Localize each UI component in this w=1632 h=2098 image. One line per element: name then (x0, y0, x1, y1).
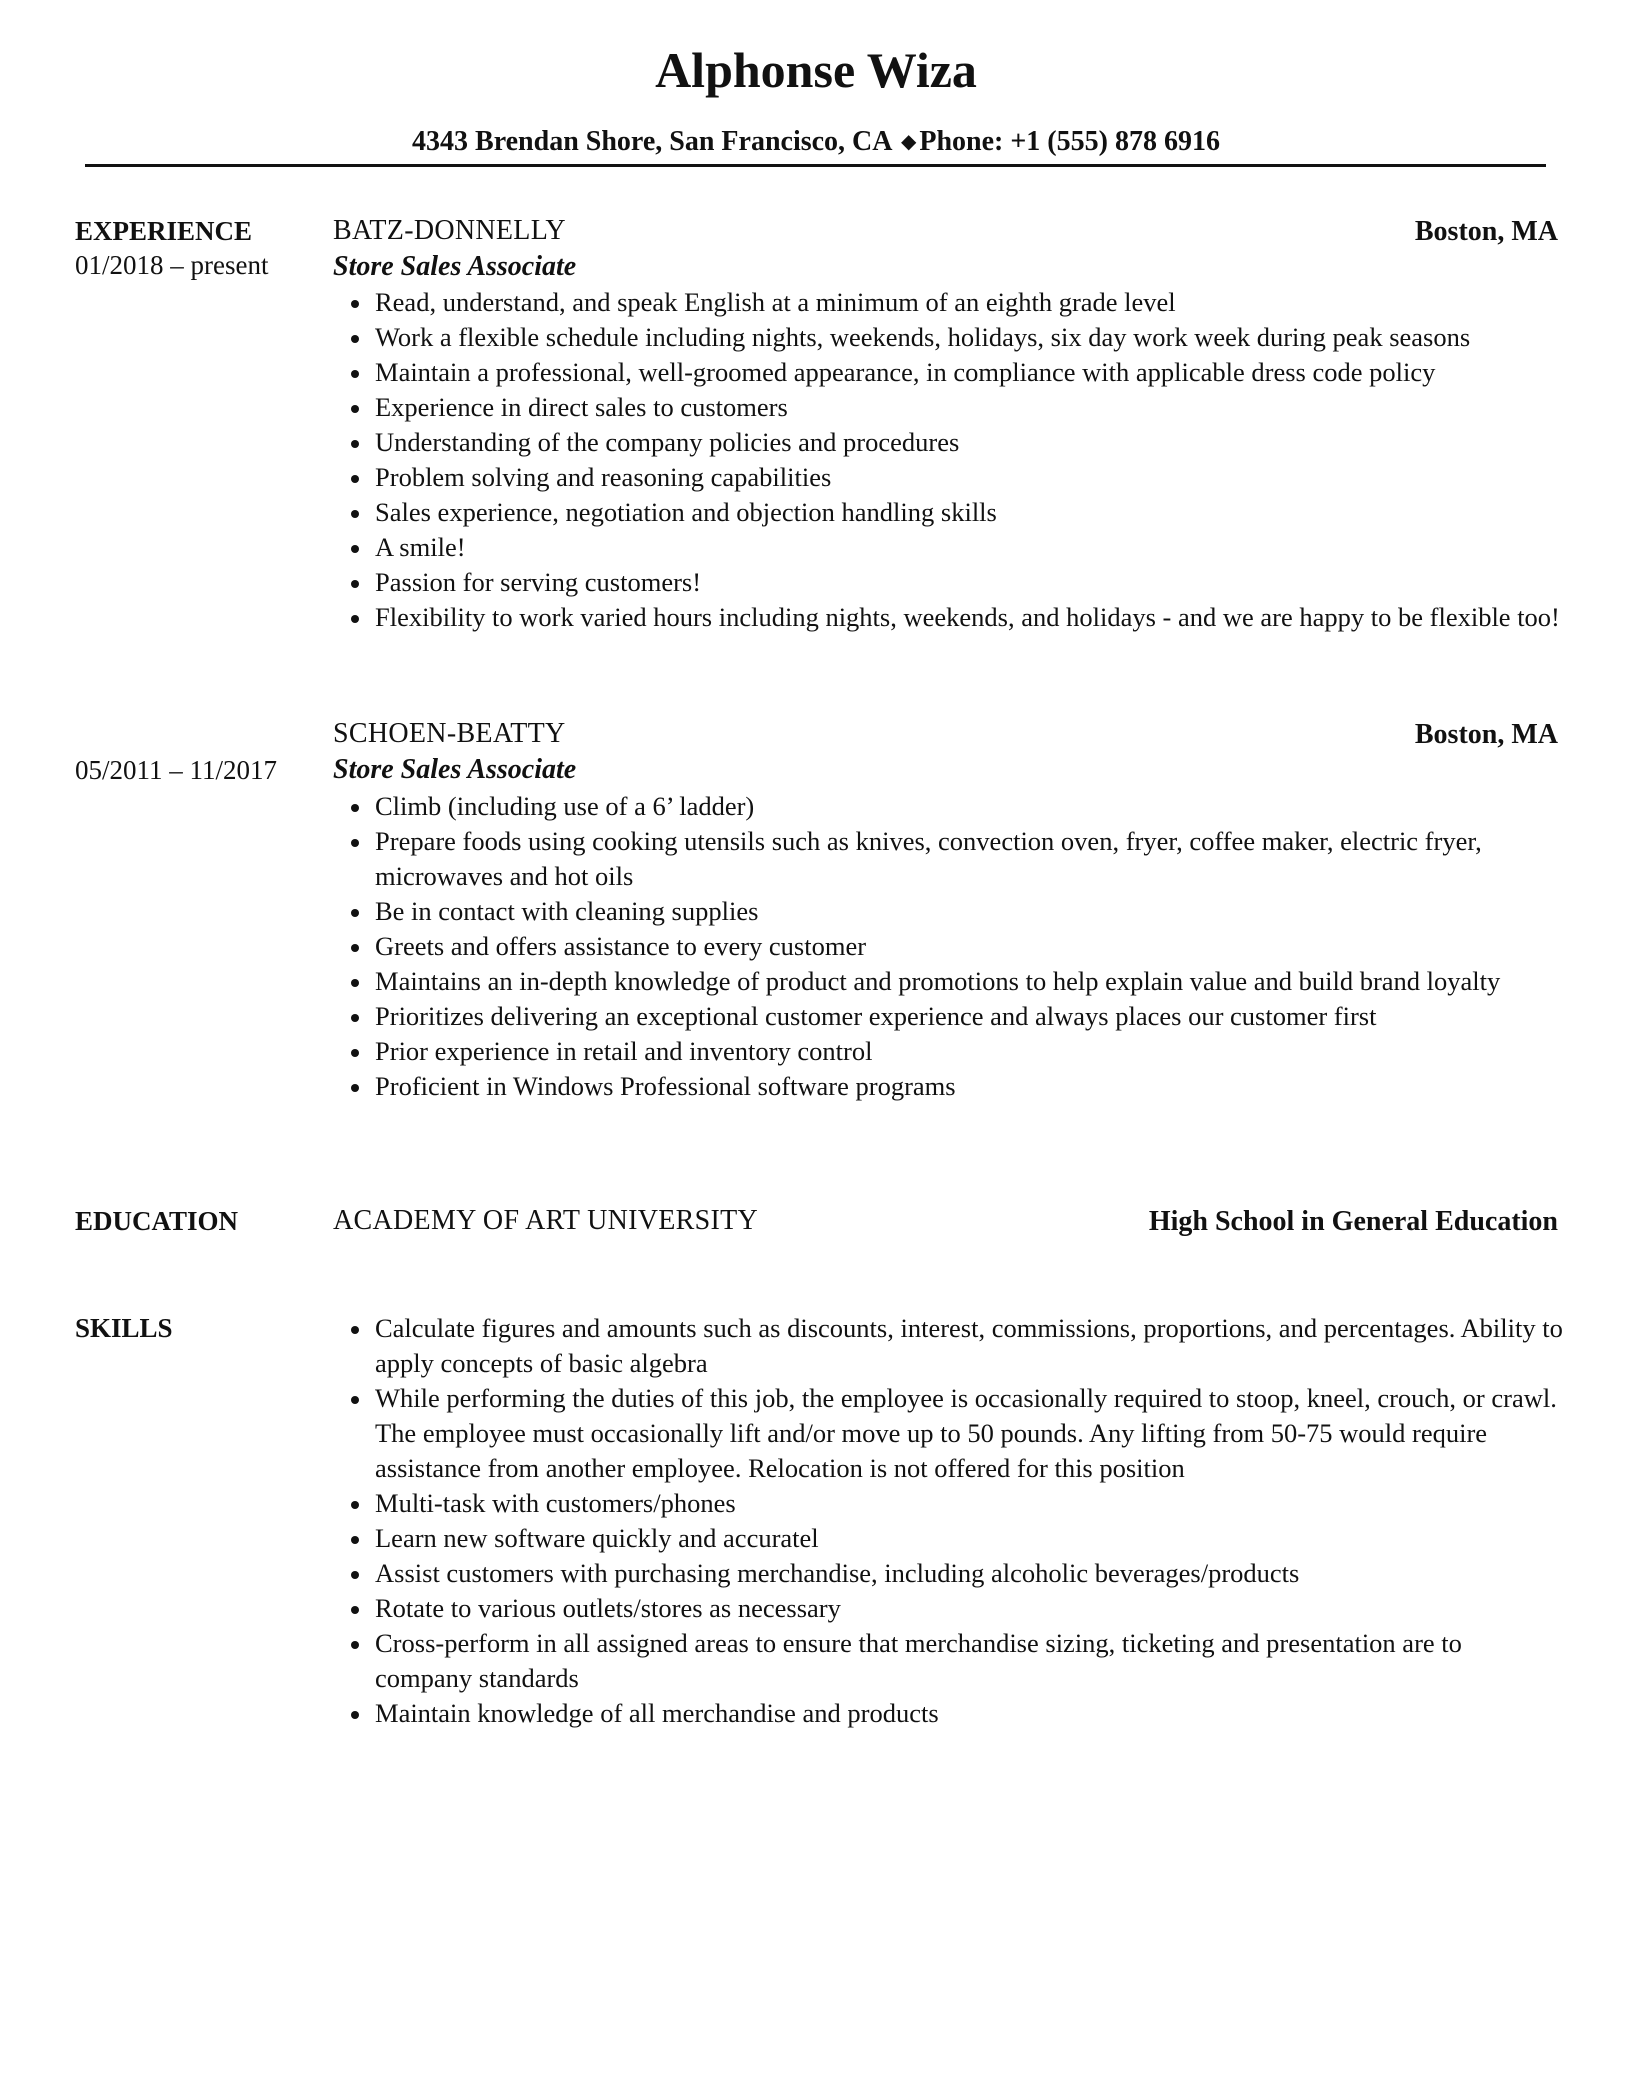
list-item: Maintains an in-depth knowledge of product and promotions to help explain value and build brand loyalty (335, 964, 1565, 999)
list-item: Flexibility to work varied hours including nights, weekends, and holidays - and we are happy to be flexible too! (335, 600, 1565, 635)
bullet-icon (351, 1501, 359, 1509)
bullet-icon (351, 944, 359, 952)
bullet-icon (351, 510, 359, 518)
bullet-icon (351, 580, 359, 588)
list-item: Multi-task with customers/phones (335, 1486, 1565, 1521)
job-role: Store Sales Associate (333, 251, 577, 282)
bullet-icon (351, 1084, 359, 1092)
list-item: Understanding of the company policies and procedures (335, 425, 1565, 460)
list-item: Proficient in Windows Professional software programs (335, 1069, 1565, 1104)
job-location: Boston, MA (1414, 216, 1558, 247)
education-section-label: EDUCATION (75, 1206, 239, 1236)
bullet-icon (351, 1049, 359, 1057)
bullet-icon (351, 839, 359, 847)
bullet-icon (351, 1571, 359, 1579)
list-item: Climb (including use of a 6’ ladder) (335, 789, 1565, 824)
job-duties-list (335, 285, 1565, 635)
bullet-icon (351, 1606, 359, 1614)
list-item: Greets and offers assistance to every customer (335, 929, 1565, 964)
skills-section-label: SKILLS (75, 1313, 173, 1343)
list-item: Sales experience, negotiation and objection handling skills (335, 495, 1565, 530)
header-divider (85, 164, 1546, 167)
list-item: Prioritizes delivering an exceptional customer experience and always places our customer first (335, 999, 1565, 1034)
diamond-separator-icon: ◆ (900, 131, 917, 153)
bullet-icon (351, 370, 359, 378)
skills-list (335, 1311, 1565, 1731)
list-item: Assist customers with purchasing merchandise, including alcoholic beverages/products (335, 1556, 1565, 1591)
bullet-icon (351, 804, 359, 812)
bullet-icon (351, 1641, 359, 1649)
bullet-icon (351, 1014, 359, 1022)
list-item: Work a flexible schedule including nights, weekends, holidays, six day work week during peak seasons (335, 320, 1565, 355)
bullet-icon (351, 909, 359, 917)
phone: Phone: +1 (555) 878 6916 (919, 126, 1220, 157)
list-item: Problem solving and reasoning capabilities (335, 460, 1565, 495)
experience-section-label: EXPERIENCE (75, 216, 253, 246)
bullet-icon (351, 300, 359, 308)
list-item: Maintain a professional, well-groomed appearance, in compliance with applicable dress code policy (335, 355, 1565, 390)
job-employer: BATZ-DONNELLY (333, 215, 566, 246)
bullet-icon (351, 1536, 359, 1544)
bullet-icon (351, 405, 359, 413)
list-item: Experience in direct sales to customers (335, 390, 1565, 425)
education-school: ACADEMY OF ART UNIVERSITY (333, 1205, 759, 1236)
bullet-icon (351, 475, 359, 483)
job-duties-list (335, 789, 1565, 1104)
list-item: Prior experience in retail and inventory control (335, 1034, 1565, 1069)
address: 4343 Brendan Shore, San Francisco, CA (412, 126, 891, 157)
bullet-icon (351, 440, 359, 448)
education-degree: High School in General Education (1148, 1206, 1558, 1237)
contact-line (0, 124, 1632, 160)
job-dates: 05/2011 – 11/2017 (75, 755, 277, 785)
bullet-icon (351, 545, 359, 553)
list-item: Prepare foods using cooking utensils such as knives, convection oven, fryer, coffee maker, electric fryer, microwaves and hot oils (335, 824, 1565, 894)
list-item: Be in contact with cleaning supplies (335, 894, 1565, 929)
list-item: Learn new software quickly and accuratel (335, 1521, 1565, 1556)
list-item: A smile! (335, 530, 1565, 565)
candidate-name: Alphonse Wiza (655, 42, 977, 98)
bullet-icon (351, 1711, 359, 1719)
job-role: Store Sales Associate (333, 754, 577, 785)
job-dates: 01/2018 – present (75, 250, 269, 280)
list-item: Maintain knowledge of all merchandise and products (335, 1696, 1565, 1731)
list-item: Read, understand, and speak English at a minimum of an eighth grade level (335, 285, 1565, 320)
list-item: While performing the duties of this job, the employee is occasionally required to stoop, kneel, crouch, or crawl. The employee must occasionally lift and/or move up to 50 pounds. Any lifting from 50-75 would require assistance from another employee. Relocation is not offered for this position (335, 1381, 1565, 1486)
job-location: Boston, MA (1414, 719, 1558, 750)
list-item: Passion for serving customers! (335, 565, 1565, 600)
bullet-icon (351, 1396, 359, 1404)
list-item: Cross-perform in all assigned areas to ensure that merchandise sizing, ticketing and presentation are to company standards (335, 1626, 1565, 1696)
job-employer: SCHOEN-BEATTY (333, 718, 566, 749)
list-item: Rotate to various outlets/stores as necessary (335, 1591, 1565, 1626)
bullet-icon (351, 979, 359, 987)
bullet-icon (351, 335, 359, 343)
bullet-icon (351, 615, 359, 623)
bullet-icon (351, 1326, 359, 1334)
list-item: Calculate figures and amounts such as discounts, interest, commissions, proportions, and percentages. Ability to apply concepts of basic algebra (335, 1311, 1565, 1381)
